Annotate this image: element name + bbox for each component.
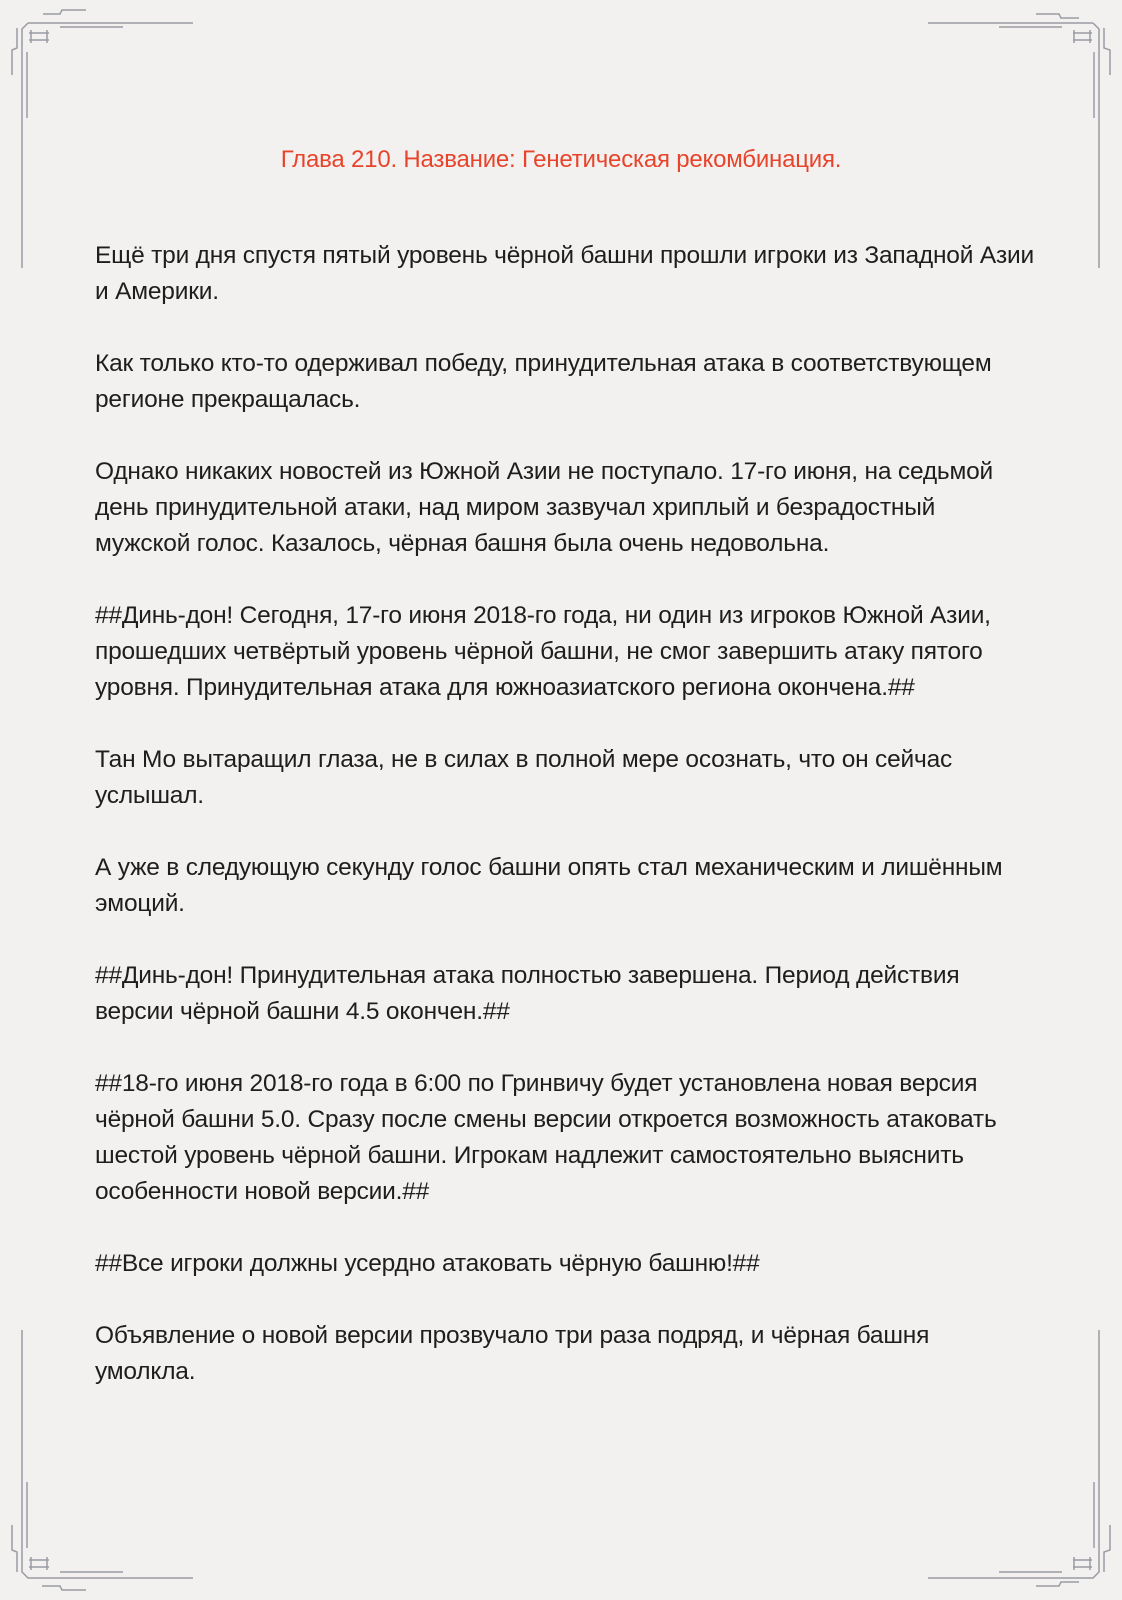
paragraph: Однако никаких новостей из Южной Азии не поступало. 17-го июня, на седьмой день принудительной атаки, над миром зазвучал хриплый и безрадостный мужской голос. Казалось, чёрная башня была очень недовольна. xyxy=(95,458,994,557)
announcement-paragraph: ##Динь-дон! Сегодня, 17-го июня 2018-го года, ни один из игроков Южной Азии, прошедших четвёртый уровень чёрной башни, не смог завершить атаку пятого уровня. Принудительная атака для южноазиатского региона окончена.## xyxy=(95,602,991,701)
announcement-paragraph: ##Все игроки должны усердно атаковать чёрную башню!## xyxy=(95,1250,760,1277)
announcement-paragraph: ##18-го июня 2018-го года в 6:00 по Гринвичу будет установлена новая версия чёрной башни 5.0. Сразу после смены версии откроется возможность атаковать шестой уровень чёрной башни. Игрокам надлежит самостоятельно выяснить особенности новой версии.## xyxy=(95,1070,997,1205)
announcement-paragraph: ##Динь-дон! Принудительная атака полностью завершена. Период действия версии чёрной башни 4.5 окончен.## xyxy=(95,962,960,1025)
paragraph: Объявление о новой версии прозвучало три раза подряд, и чёрная башня умолкла. xyxy=(95,1322,930,1385)
paragraph: А уже в следующую секунду голос башни опять стал механическим и лишённым эмоций. xyxy=(95,854,1003,917)
paragraph: Тан Мо вытаращил глаза, не в силах в полной мере осознать, что он сейчас услышал. xyxy=(95,746,953,809)
chapter-body xyxy=(95,238,1035,1426)
paragraph: Как только кто-то одерживал победу, принудительная атака в соответствующем регионе прекращалась. xyxy=(95,350,992,413)
paragraph: Ещё три дня спустя пятый уровень чёрной башни прошли игроки из Западной Азии и Америки. xyxy=(95,242,1034,305)
chapter-title: Глава 210. Название: Генетическая рекомбинация. xyxy=(280,146,842,173)
